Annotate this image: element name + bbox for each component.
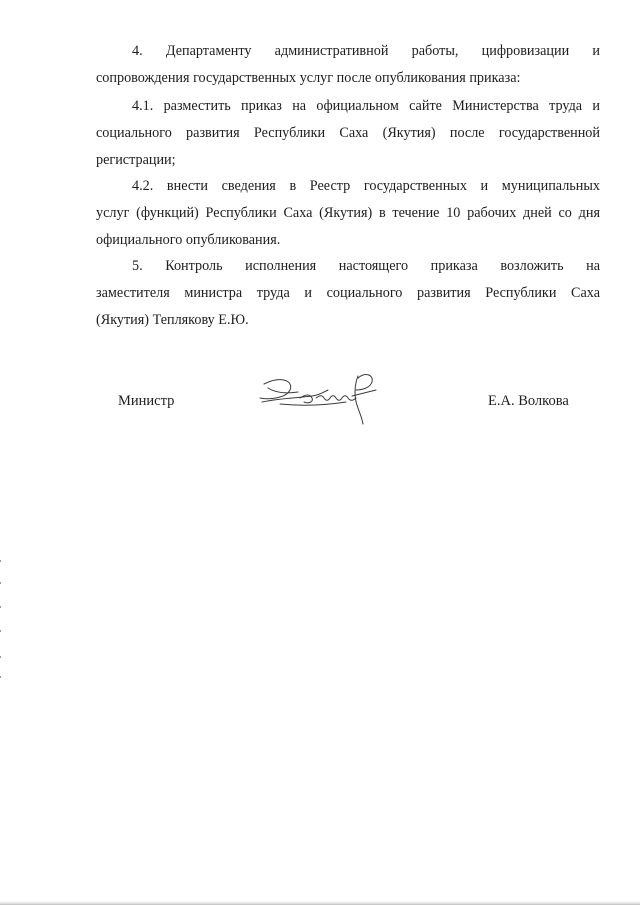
paragraph-line: социального развития Республики Саха (Якутия) после государственной [96,125,600,141]
paragraph-line: заместителя министра труда и социального развития Республики Саха [96,285,600,301]
paragraph-line: официального опубликования. [96,232,281,248]
paragraph-line: 4.1. разместить приказ на официальном сайте Министерства труда и [132,98,600,114]
handwritten-signature [250,368,390,428]
paragraph-line: 5. Контроль исполнения настоящего приказа возложить на [132,258,600,274]
paragraph-line: 4. Департаменту административной работы, цифровизации и [132,43,600,59]
paragraph-line: сопровождения государственных услуг после опубликования приказа: [96,70,521,86]
paragraph-item-4-1 [96,93,600,174]
paragraph-item-4 [96,38,600,92]
paragraph-line: (Якутия) Теплякову Е.Ю. [96,312,249,328]
paragraph-line: 4.2. внести сведения в Реестр государственных и муниципальных [132,178,600,194]
paragraph-line: регистрации; [96,152,176,168]
scan-bottom-edge [0,901,640,905]
paragraph-item-5 [96,253,600,334]
scan-margin-marks [0,560,3,680]
paragraph-line: услуг (функций) Республики Саха (Якутия) в течение 10 рабочих дней со дня [96,205,600,221]
signatory-position: Министр [118,393,175,409]
signatory-name: Е.А. Волкова [488,393,569,409]
paragraph-item-4-2 [96,173,600,254]
